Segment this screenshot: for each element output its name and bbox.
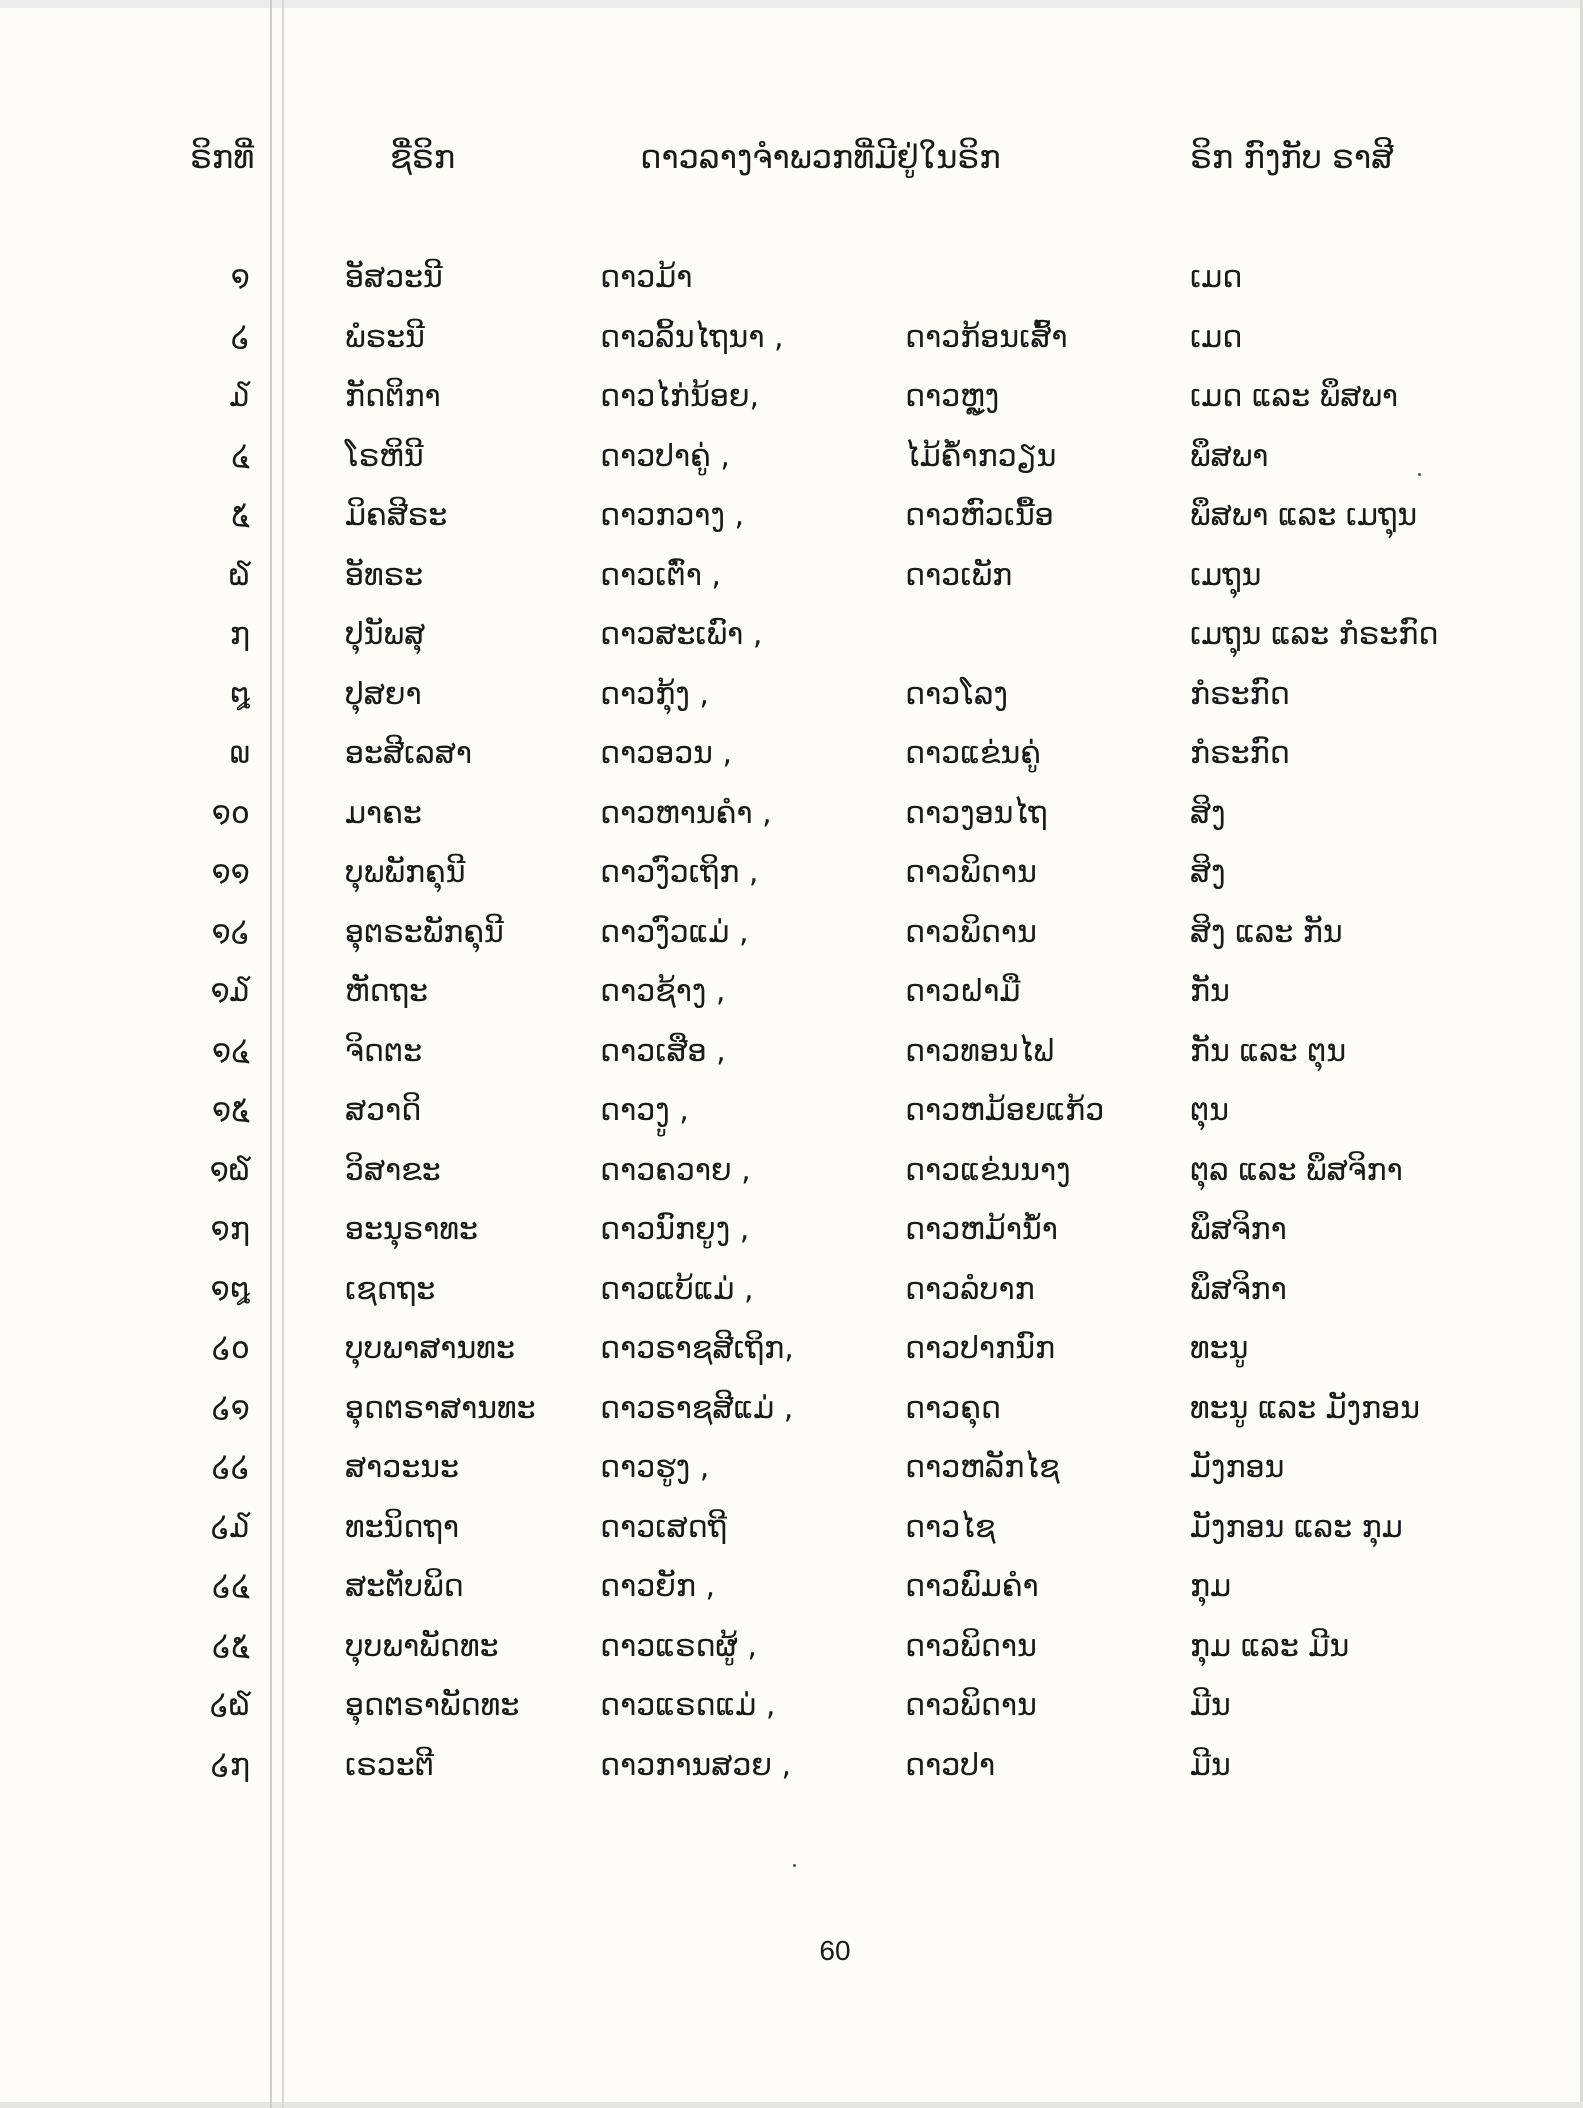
- row-name: ສາວະນະ: [345, 1450, 459, 1485]
- row-star-a: ດາວຄວາຍ ,: [600, 1153, 751, 1188]
- row-star-a: ດາວເສືອ ,: [600, 1034, 726, 1069]
- row-result: ທະນູ ແລະ ມັງກອນ: [1190, 1391, 1421, 1426]
- row-star-b: ດາວເພັກ: [905, 558, 1013, 593]
- row-number: ໑໗: [210, 1212, 250, 1247]
- row-star-a: ດາວຣາຊສີແມ່ ,: [600, 1391, 794, 1426]
- row-name: ຫັດຖະ: [345, 974, 428, 1009]
- row-result: ມັງກອນ ແລະ ກຸມ: [1190, 1510, 1403, 1545]
- table-row: [0, 794, 1583, 834]
- row-star-b: ດາວຫລັກໄຊ: [905, 1450, 1060, 1485]
- row-number: ໙: [229, 736, 250, 771]
- row-star-a: ດາວແຣດຜູ້ ,: [600, 1629, 757, 1664]
- row-star-a: ດາວສະເພົາ ,: [600, 617, 763, 652]
- table-row: [0, 675, 1583, 715]
- row-result: ເມຖຸນ ແລະ ກໍຣະກົດ: [1190, 617, 1439, 652]
- table-row: [0, 556, 1583, 596]
- row-number: ໑໐: [211, 796, 250, 831]
- row-number: ໔: [231, 439, 250, 474]
- row-number: ໑໑: [211, 855, 250, 890]
- row-star-a: ດາວງົວເຖິກ ,: [600, 855, 759, 890]
- table-row: [0, 1270, 1583, 1310]
- row-number: ໖: [228, 558, 250, 593]
- row-star-b: ດາວຫົວເນື້ອ: [905, 498, 1054, 533]
- row-star-b: ດາວແຂ່ນຄູ່: [905, 736, 1041, 771]
- table-row: [0, 437, 1583, 477]
- row-name: ອຸດຕຣາພັດທະ: [345, 1688, 520, 1723]
- table-row: [0, 1508, 1583, 1548]
- row-name: ອະສີເລສາ: [345, 736, 473, 771]
- table-row: [0, 1389, 1583, 1429]
- row-number: ໒໗: [210, 1748, 250, 1783]
- row-name: ສວາດິ: [345, 1093, 422, 1128]
- row-name: ບຸບພາສານທະ: [345, 1331, 515, 1366]
- table-row: [0, 258, 1583, 298]
- header-description: ດາວລາງຈຳພວກທີ່ມີຢູ່ໃນຣິກ: [640, 138, 1001, 176]
- row-star-a: ດາວງູ ,: [600, 1093, 689, 1128]
- row-star-b: ດາວໄຊ: [905, 1510, 996, 1545]
- row-star-a: ດາວຫານຄຳ ,: [600, 796, 772, 831]
- row-name: ທະນິດຖາ: [345, 1510, 459, 1545]
- row-result: ກຸມ ແລະ ມີນ: [1190, 1629, 1350, 1664]
- row-name: ອັທຣະ: [345, 558, 424, 593]
- paper-speck: [1418, 473, 1421, 476]
- row-result: ມີນ: [1190, 1748, 1231, 1783]
- row-name: ອຸຕຣະພັກຄຸນີ: [345, 915, 504, 950]
- row-star-a: ດາວຮູງ ,: [600, 1450, 710, 1485]
- table-row: [0, 1329, 1583, 1369]
- row-name: ສະຕັບພິດ: [345, 1569, 464, 1604]
- row-star-a: ດາວອວນ ,: [600, 736, 733, 771]
- row-star-a: ດາວມ້າ: [600, 260, 693, 295]
- row-result: ກັນ: [1190, 974, 1230, 1009]
- row-name: ອະນຸຣາທະ: [345, 1212, 479, 1247]
- table-row: [0, 1448, 1583, 1488]
- row-result: ສິງ: [1190, 796, 1226, 831]
- row-number: ໒໔: [212, 1569, 250, 1604]
- row-name: ບຸພພັກຄຸນີ: [345, 855, 466, 890]
- row-star-a: ດາວລິ້ນໄຖນາ ,: [600, 320, 784, 355]
- row-number: ໒໑: [211, 1391, 250, 1426]
- row-name: ໂຣຫິນີ: [345, 439, 424, 474]
- row-result: ພຶສຈິກາ: [1190, 1272, 1287, 1307]
- table-row: [0, 972, 1583, 1012]
- row-number: ໒໖: [209, 1688, 250, 1723]
- header-result: ຣິກ ກົງກັບ ຣາສີ: [1190, 138, 1394, 176]
- row-star-b: ດາວພິດານ: [905, 1629, 1037, 1664]
- row-result: ເມດ ແລະ ພຶສພາ: [1190, 379, 1399, 414]
- row-name: ມິຄສີຣະ: [345, 498, 448, 533]
- row-number: ໕: [231, 498, 250, 533]
- row-result: ເມດ: [1190, 320, 1243, 355]
- row-result: ທະນູ: [1190, 1331, 1249, 1366]
- table-row: [0, 1032, 1583, 1072]
- row-star-b: ດາວປາກນົກ: [905, 1331, 1056, 1366]
- row-name: ປຸສຍາ: [345, 677, 422, 712]
- paper-speck: [793, 1864, 796, 1867]
- row-star-b: ດາວຫມ້ອຍແກ້ວ: [905, 1093, 1105, 1128]
- row-star-a: ດາວປາຄູ່ ,: [600, 439, 730, 474]
- row-number: ໘: [229, 677, 250, 712]
- row-star-b: ດາວພິດານ: [905, 1688, 1037, 1723]
- table-row: [0, 1686, 1583, 1726]
- row-result: ກໍຣະກົດ: [1190, 736, 1290, 771]
- nakshatra-table: [0, 258, 1583, 1783]
- row-star-a: ດາວຍັກ ,: [600, 1569, 716, 1604]
- row-result: ກັນ ແລະ ຕຸນ: [1190, 1034, 1347, 1069]
- row-name: ມາຄະ: [345, 796, 422, 831]
- row-number: ໒: [230, 320, 250, 355]
- row-name: ກັດຕິກາ: [345, 379, 441, 414]
- page-number: 60: [819, 1935, 851, 1966]
- row-star-b: ດາວຝາມື: [905, 974, 1021, 1009]
- table-row: [0, 496, 1583, 536]
- row-result: ສິງ ແລະ ກັນ: [1190, 915, 1343, 950]
- row-result: ພຶສຈິກາ: [1190, 1212, 1287, 1247]
- row-name: ປຸນັພສຸ: [345, 617, 426, 652]
- row-star-b: ດາວພິດານ: [905, 915, 1037, 950]
- row-number: ໑໔: [212, 1034, 250, 1069]
- row-star-a: ດາວຊ້າງ ,: [600, 974, 726, 1009]
- row-name: ພໍຣະນີ: [345, 320, 425, 355]
- row-number: ໗: [229, 617, 250, 652]
- page-top-edge: [0, 0, 1583, 8]
- row-result: ພຶສພາ: [1190, 439, 1269, 474]
- table-row: [0, 734, 1583, 774]
- row-star-b: ດາວຫມ້ານ້ຳ: [905, 1212, 1058, 1247]
- row-star-b: ດາວຄຸດ: [905, 1391, 1001, 1426]
- row-star-a: ດາວເສດຖີ: [600, 1510, 728, 1545]
- row-result: ມັງກອນ: [1190, 1450, 1285, 1485]
- table-row: [0, 318, 1583, 358]
- row-result: ກຸມ: [1190, 1569, 1232, 1604]
- row-number: ໑໒: [211, 915, 250, 950]
- row-result: ຕຸນ: [1190, 1093, 1230, 1128]
- row-name: ເຣວະຕີ: [345, 1748, 434, 1783]
- table-row: [0, 1627, 1583, 1667]
- table-row: [0, 1210, 1583, 1250]
- row-result: ຕຸລ ແລະ ພຶສຈິກາ: [1190, 1153, 1403, 1188]
- row-name: ຈິດຕະ: [345, 1034, 423, 1069]
- row-star-a: ດາວແບ້ແມ່ ,: [600, 1272, 754, 1307]
- table-row: [0, 1091, 1583, 1131]
- row-star-b: ດາວຫຼູງ: [905, 379, 1000, 414]
- row-star-b: ດາວພິດານ: [905, 855, 1037, 890]
- row-name: ເຊດຖະ: [345, 1272, 436, 1307]
- table-row: [0, 377, 1583, 417]
- row-name: ອຸດຕຣາສານທະ: [345, 1391, 536, 1426]
- row-star-a: ດາວຣາຊສີເຖິກ,: [600, 1331, 794, 1366]
- row-star-a: ດາວກວາງ ,: [600, 498, 745, 533]
- row-number: ໓: [229, 379, 250, 414]
- row-number: ໑໕: [212, 1093, 250, 1128]
- table-row: [0, 913, 1583, 953]
- row-star-b: ດາວງອນໄຖ: [905, 796, 1048, 831]
- row-result: ມີນ: [1190, 1688, 1231, 1723]
- row-name: ອັສວະນີ: [345, 260, 443, 295]
- row-number: ໒໐: [211, 1331, 250, 1366]
- row-name: ວິສາຂະ: [345, 1153, 441, 1188]
- row-star-a: ດາວແຣດແມ່ ,: [600, 1688, 776, 1723]
- row-result: ກໍຣະກົດ: [1190, 677, 1290, 712]
- row-star-b: ດາວແຂ່ນນາງ: [905, 1153, 1071, 1188]
- header-number: ຣິກທີ່: [190, 138, 255, 176]
- row-number: ໑໘: [210, 1272, 250, 1307]
- row-result: ພຶສພາ ແລະ ເມຖຸນ: [1190, 498, 1418, 533]
- row-star-b: ດາວທອນໄຟ: [905, 1034, 1054, 1069]
- row-result: ເມດ: [1190, 260, 1243, 295]
- row-number: ໑໓: [210, 974, 250, 1009]
- row-star-b: ດາວພົມຄຳ: [905, 1569, 1039, 1604]
- row-number: ໑໖: [209, 1153, 250, 1188]
- row-star-a: ດາວການສວຍ ,: [600, 1748, 792, 1783]
- row-star-b: ດາວກ້ອນເສົ້າ: [905, 320, 1068, 355]
- row-result: ເມຖຸນ: [1190, 558, 1262, 593]
- row-number: ໒໕: [212, 1629, 250, 1664]
- row-star-b: ດາວລໍບາກ: [905, 1272, 1035, 1307]
- row-number: ໒໒: [211, 1450, 250, 1485]
- row-star-a: ດາວງົວແມ່ ,: [600, 915, 749, 950]
- row-star-a: ດາວໄກ່ນ້ອຍ,: [600, 379, 759, 414]
- page-bottom-edge: [0, 2102, 1583, 2108]
- table-row: [0, 1567, 1583, 1607]
- row-name: ບຸບພາພັດທະ: [345, 1629, 499, 1664]
- row-number: ໒໓: [210, 1510, 250, 1545]
- header-name: ຊື່ຣິກ: [390, 138, 456, 176]
- row-star-b: ດາວໂລງ: [905, 677, 1008, 712]
- row-star-b: ດາວປາ: [905, 1748, 996, 1783]
- row-star-a: ດາວນົກຍູງ ,: [600, 1212, 750, 1247]
- row-star-a: ດາວເຕົ່າ ,: [600, 558, 721, 593]
- table-row: [0, 1746, 1583, 1786]
- table-row: [0, 615, 1583, 655]
- table-row: [0, 853, 1583, 893]
- row-number: ໑: [230, 260, 250, 295]
- table-row: [0, 1151, 1583, 1191]
- row-star-a: ດາວກຸ້ງ ,: [600, 677, 709, 712]
- row-star-b: ໄມ້ຄ້ຳກວຽນ: [905, 439, 1057, 474]
- row-result: ສິງ: [1190, 855, 1226, 890]
